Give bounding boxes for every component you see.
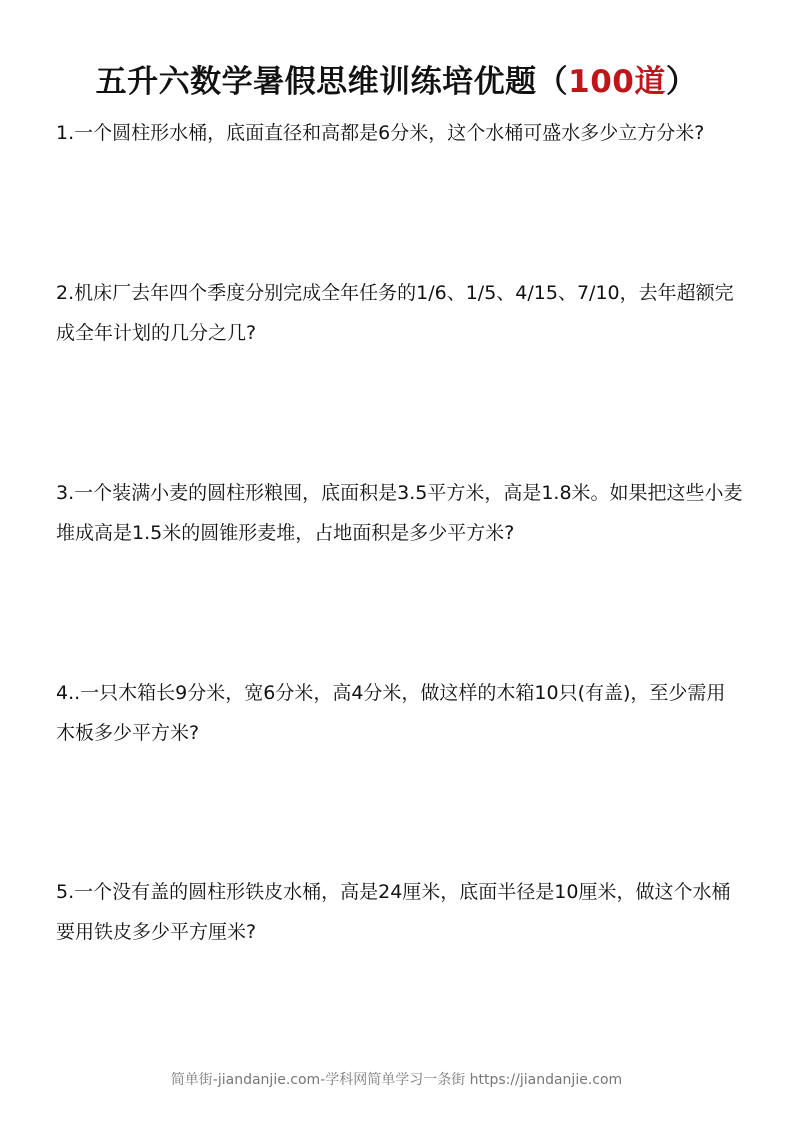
title-main: 五升六数学暑假思维训练培优题（ <box>95 64 569 100</box>
question-4: 4..一只木箱长9分米，宽6分米，高4分米，做这样的木箱10只(有盖)，至少需用木板多少平方米? <box>56 682 726 744</box>
title-highlight: 100道 <box>568 64 666 100</box>
question-1: 1.一个圆柱形水桶，底面直径和高都是6分米，这个水桶可盛水多少立方分米? <box>56 122 705 144</box>
footer-watermark: 简单街-jiandanjie.com-学科网简单学习一条街 https://jiandanjie.com <box>170 1072 623 1088</box>
question-3: 3.一个装满小麦的圆柱形粮囤，底面积是3.5平方米，高是1.8米。如果把这些小麦堆成高是1.5米的圆锥形麦堆，占地面积是多少平方米? <box>56 482 743 544</box>
question-2: 2.机床厂去年四个季度分别完成全年任务的1/6、1/5、4/15、7/10，去年超额完成全年计划的几分之几? <box>56 282 734 344</box>
page-title <box>0 56 793 108</box>
question-5: 5.一个没有盖的圆柱形铁皮水桶，高是24厘米，底面半径是10厘米，做这个水桶要用铁皮多少平方厘米? <box>56 881 731 943</box>
title-close: ） <box>665 64 698 100</box>
